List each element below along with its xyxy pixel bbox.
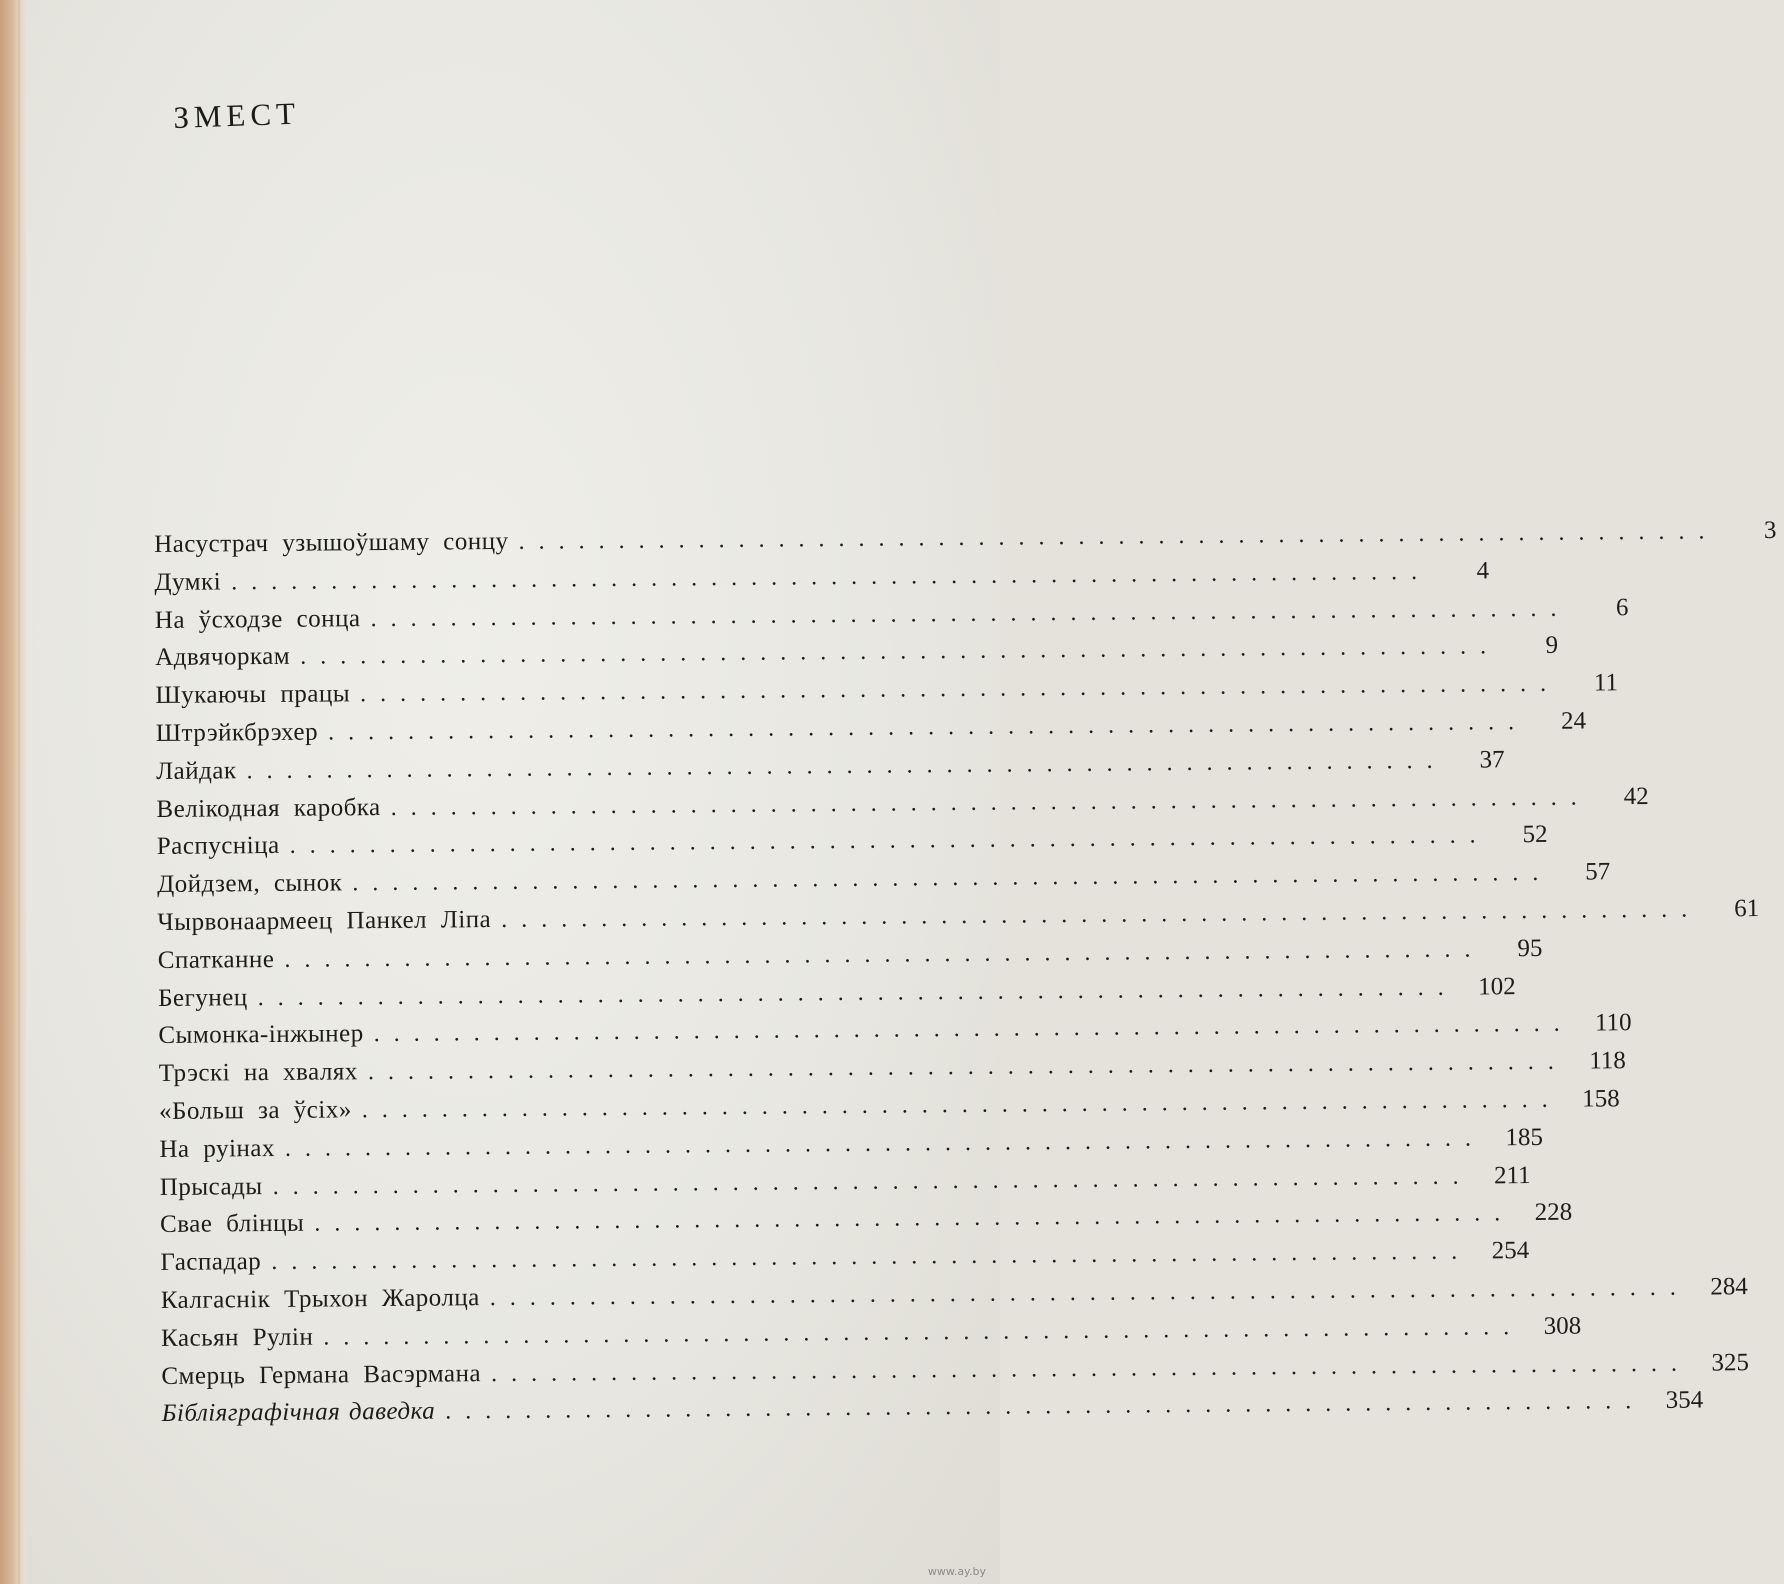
dot-leader: ............................................................ [257,974,1458,1011]
toc-entry-page-number: 42 [1623,782,1649,810]
toc-entry-title: Насустрач узышоўшаму сонцу [154,527,509,558]
toc-entry [154,557,1490,601]
toc-entry [157,934,1543,979]
dot-leader: ............................................................ [284,1125,1486,1162]
dot-leader: ............................................................ [231,558,1432,596]
toc-entry-title: Бібліяграфічная даведка [161,1397,436,1428]
toc-entry-title: Штрэйкбрэхер [155,718,319,747]
dot-leader: ............................................................ [489,1274,1690,1312]
toc-entry-page-number: 118 [1589,1047,1626,1075]
toc-entry-page-number: 354 [1665,1386,1704,1415]
toc-entry [154,516,1777,564]
toc-entry-page-number: 158 [1582,1085,1620,1113]
toc-entry-page-number: 6 [1615,593,1629,621]
toc-entry-title: Шукаючы працы [155,680,351,710]
page-fold-line [18,0,20,1584]
toc-entry [160,1273,1748,1319]
toc-entry-title: Бегунец [158,983,248,1012]
toc-entry-page-number: 185 [1505,1123,1544,1151]
dot-leader: ............................................................ [361,1086,1562,1124]
toc-entry-title: Смерць Германа Васэрмана [161,1359,482,1390]
dot-leader: ............................................................ [271,1238,1472,1276]
toc-entry-page-number: 254 [1491,1237,1530,1265]
table-of-contents [154,516,1777,1434]
toc-entry-page-number: 9 [1545,632,1559,660]
toc-entry-title: Прысады [159,1172,263,1201]
toc-entry-page-number: 308 [1543,1312,1582,1340]
toc-entry-title: Чырвонаармеец Панкел Ліпа [157,906,492,936]
toc-entry [155,669,1619,715]
dot-leader: ............................................................ [518,518,1719,555]
toc-entry [157,894,1760,942]
dot-leader: ............................................................ [323,1313,1524,1351]
dot-leader: ............................................................ [359,670,1561,708]
toc-entry-title: Дойдзем, сынок [157,869,343,899]
toc-entry [154,593,1629,639]
toc-entry [159,1123,1544,1168]
toc-entry [161,1386,1704,1433]
toc-entry-page-number: 102 [1478,972,1516,1001]
toc-entry-title: Гаспадар [160,1248,262,1277]
toc-entry-title: Калгаснік Трыхон Жаролца [160,1284,480,1314]
dot-leader: ............................................................ [272,1163,1473,1200]
contents-heading: ЗМЕСТ [172,95,301,136]
toc-entry [158,1009,1632,1055]
dot-leader: ............................................................ [390,784,1591,821]
toc-entry-title: Касьян Рулін [160,1323,314,1352]
toc-entry-page-number: 284 [1710,1273,1748,1301]
watermark: www.ay.by [927,1565,986,1578]
toc-entry-title: Сымонка-інжынер [158,1020,364,1050]
toc-entry-page-number: 325 [1711,1348,1750,1376]
toc-entry-page-number: 228 [1534,1198,1573,1227]
toc-entry [159,1161,1531,1206]
dot-leader: ............................................................ [445,1388,1646,1425]
toc-entry [156,821,1548,866]
toc-entry-page-number: 52 [1522,821,1548,849]
toc-entry-title: «Больш за ўсіх» [158,1096,352,1125]
toc-entry-page-number: 24 [1560,707,1587,735]
toc-entry-page-number: 57 [1585,858,1611,886]
dot-leader: ............................................................ [246,747,1447,784]
toc-entry [160,1312,1582,1357]
book-page-edge [0,0,26,1584]
toc-entry-title: Лайдак [156,757,237,785]
toc-entry-title: Свае блінцы [159,1210,305,1239]
dot-leader: ............................................................ [501,896,1702,933]
toc-entry-title: На ўсходзе сонца [154,604,361,634]
dot-leader: ............................................................ [284,936,1485,973]
dot-leader: ............................................................ [352,859,1553,897]
toc-entry-page-number: 11 [1593,669,1619,697]
toc-entry-title: Распусніца [156,832,280,861]
toc-entry-title: Велікодная каробка [156,793,381,823]
book-page [26,0,1777,1584]
toc-entry [157,858,1611,904]
toc-entry-page-number: 3 [1763,516,1777,544]
toc-entry [160,1237,1530,1282]
toc-entry-page-number: 37 [1479,746,1505,774]
toc-entry [156,746,1505,790]
dot-leader: ............................................................ [373,1010,1574,1048]
toc-entry-title: Спатканне [157,945,275,974]
toc-entry [156,782,1649,828]
toc-entry-page-number: 95 [1517,934,1543,962]
toc-entry-page-number: 211 [1493,1161,1531,1189]
dot-leader: ............................................................ [314,1200,1515,1237]
toc-entry-page-number: 110 [1594,1009,1632,1037]
dot-leader: ............................................................ [490,1350,1692,1387]
dot-leader: ............................................................ [367,1048,1568,1086]
toc-entry-title: Трэскі на хвалях [158,1058,358,1088]
toc-entry-page-number: 4 [1476,557,1490,585]
toc-entry [158,1047,1626,1093]
toc-entry [158,972,1516,1017]
toc-entry [159,1198,1573,1244]
toc-entry-title: На руінах [159,1134,276,1163]
toc-entry [161,1348,1750,1395]
toc-entry [155,632,1559,677]
dot-leader: ............................................................ [327,709,1529,746]
toc-entry-page-number: 61 [1734,894,1760,923]
toc-entry [158,1085,1620,1131]
dot-leader: ............................................................ [289,822,1490,860]
toc-entry [155,707,1587,753]
dot-leader: ............................................................ [300,633,1501,671]
toc-entry-title: Адвячоркам [155,643,291,672]
toc-entry-title: Думкі [154,568,222,596]
dot-leader: ............................................................ [370,595,1571,632]
